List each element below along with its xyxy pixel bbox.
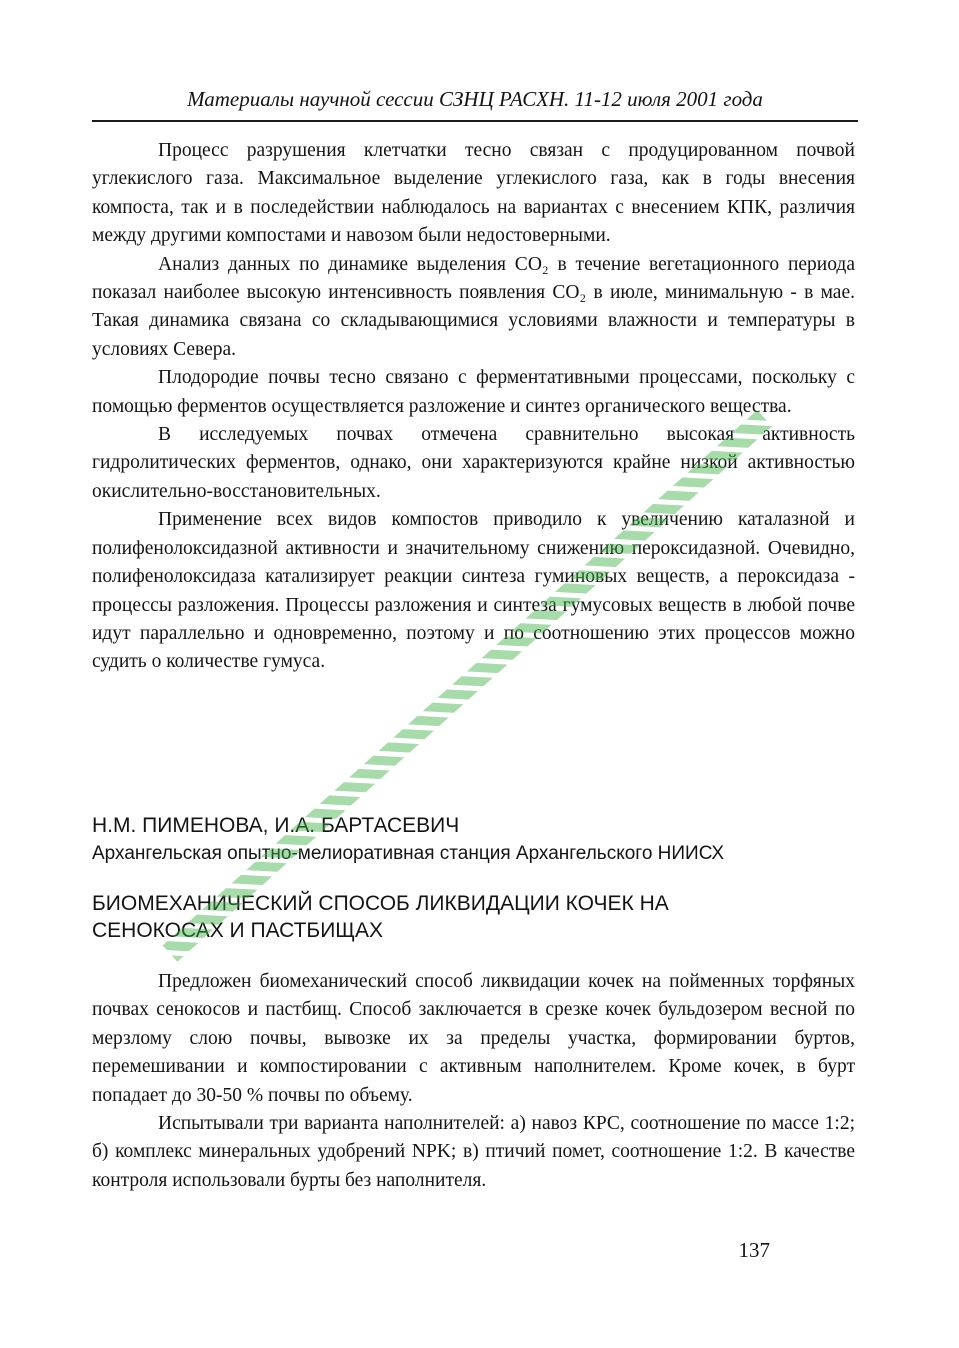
header-rule: [92, 120, 858, 122]
article2-title-line-1: БИОМЕХАНИЧЕСКИЙ СПОСОБ ЛИКВИДАЦИИ КОЧЕК НА: [92, 892, 669, 915]
article2-title: [92, 890, 862, 944]
article2-affiliation: Архангельская опытно-мелиоративная станция Архангельского НИИСХ: [92, 843, 725, 864]
article2-title-line-2: СЕНОКОСАХ И ПАСТБИЩАХ: [92, 919, 383, 942]
article2-paragraph-2: Испытывали три варианта наполнителей: а) навоз КРС, соотношение по массе 1:2; б) комплекс минеральных удобрений NPK; в) птичий помет, соотношение 1:2. В качестве контроля использовали бурты без наполнителя.: [92, 1113, 855, 1191]
article1-paragraph-2: Анализ данных по динамике выделения СО₂ в течение вегетационного периода показал наиболее высокую интенсивность появления СО₂ в июле, минимальную - в мае. Такая динамика связана со складывающимися условиями влажности и температуры в условиях Севера.: [92, 253, 855, 360]
article1-paragraph-5: Применение всех видов компостов приводило к увеличению каталазной и полифенолоксидазной активности и значительному снижению пероксидазной. Очевидно, полифенолоксидаза катализирует реакции синтеза гуминовых веществ, а пероксидаза - процессы разложения. Процессы разложения и синтеза гумусовых веществ в любой почве идут параллельно и одновременно, поэтому и по соотношению этих процессов можно судить о количестве гумуса.: [92, 509, 855, 673]
article2-body: [92, 968, 855, 1195]
page-number: 137: [738, 1238, 770, 1262]
article2-paragraph-1: Предложен биомеханический способ ликвидации кочек на пойменных торфяных почвах сенокосов и пастбищ. Способ заключается в срезке кочек бульдозером весной по мерзлому слою почвы, вывозке их за пределы участка, формировании буртов, перемешивании и компостировании с активным наполнителем. Кроме кочек, в бурт попадает до 30-50 % почвы по объему.: [92, 971, 855, 1106]
article2-authors: Н.М. ПИМЕНОВА, И.А. БАРТАСЕВИЧ: [92, 814, 460, 837]
article1-paragraph-1: Процесс разрушения клетчатки тесно связан с продуцированном почвой углекислого газа. Максимальное выделение углекислого газа, как в годы внесения компоста, так и в последействии наблюдалось на вариантах с внесением КПК, различия между другими компостами и навозом были недостоверными.: [92, 140, 855, 247]
running-head: Материалы научной сессии СЗНЦ РАСХН. 11-12 июля 2001 года: [187, 87, 763, 111]
article1-body: [92, 137, 855, 677]
article1-paragraph-3: Плодородие почвы тесно связано с ферментативными процессами, поскольку с помощью ферментов осуществляется разложение и синтез органического вещества.: [92, 367, 855, 417]
article1-paragraph-4: В исследуемых почвах отмечена сравнительно высокая активность гидролитических ферментов, однако, они характеризуются крайне низкой активностью окислительно-восстановительных.: [92, 424, 855, 502]
